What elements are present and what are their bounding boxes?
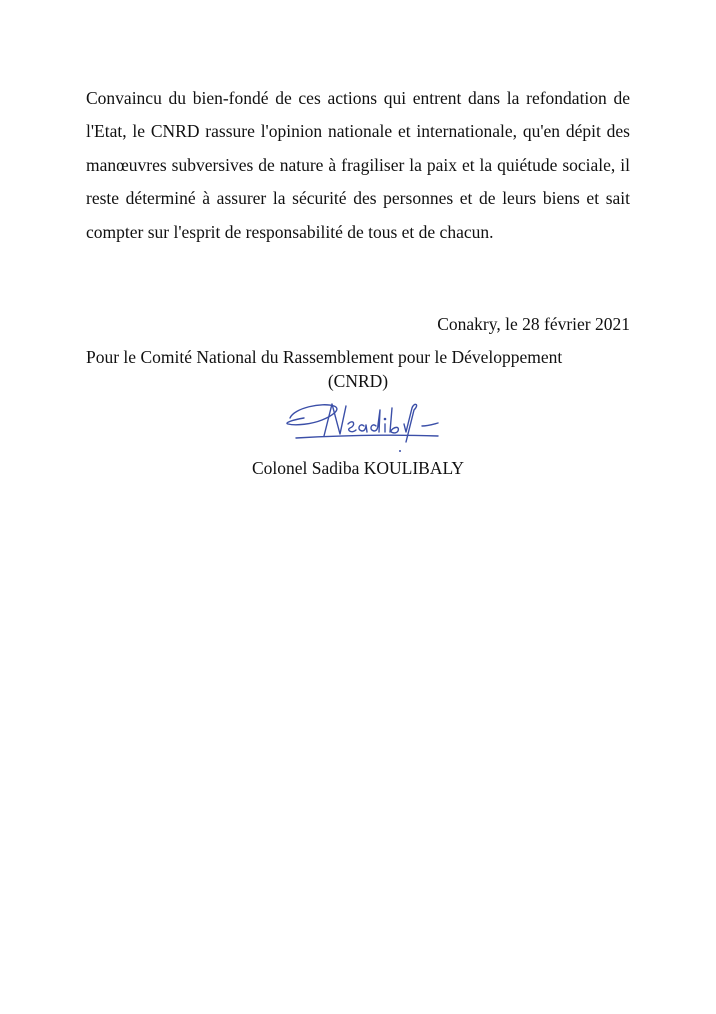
- handwritten-signature: [282, 396, 446, 456]
- signatory-name: Colonel Sadiba KOULIBALY: [251, 458, 465, 478]
- body-paragraph: Convaincu du bien-fondé de ces actions qui entrent dans la refondation de l'Etat, le CNRD rassure l'opinion nationale et internationale, qu'en dépit des manœuvres subversives de nature à fragiliser la paix et la quiétude sociale, il reste déterminé à assurer la sécurité des personnes et de leurs biens et sait compter sur l'esprit de responsabilité de tous et de chacun.: [86, 88, 630, 242]
- committee-acronym: (CNRD): [327, 371, 389, 391]
- place-date-line: Conakry, le 28 février 2021: [437, 314, 630, 334]
- committee-line: Pour le Comité National du Rassemblement pour le Développement: [86, 347, 563, 367]
